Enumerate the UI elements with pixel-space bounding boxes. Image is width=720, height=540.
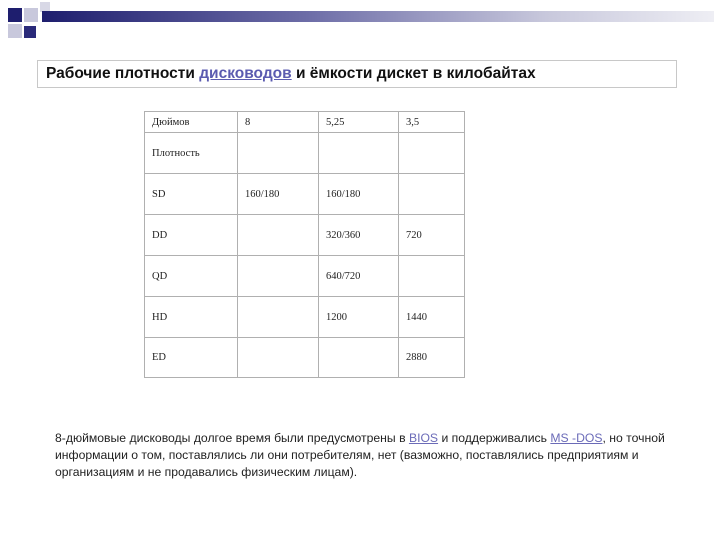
table-cell	[319, 133, 399, 174]
footnote-paragraph	[55, 430, 665, 481]
table-cell: Плотность	[145, 133, 238, 174]
table-row	[145, 338, 465, 378]
table-cell: 640/720	[319, 256, 399, 297]
table-row	[145, 174, 465, 215]
table-cell: 320/360	[319, 215, 399, 256]
note-text: 8-дюймовые дисководы долгое время были предусмотрены в	[55, 431, 409, 445]
table-cell	[319, 338, 399, 378]
table-cell: 720	[399, 215, 465, 256]
table-cell	[238, 133, 319, 174]
table-row	[145, 112, 465, 133]
table-row	[145, 297, 465, 338]
table-cell	[399, 133, 465, 174]
table-cell: 160/180	[238, 174, 319, 215]
table-cell: 3,5	[399, 112, 465, 133]
table-cell	[238, 338, 319, 378]
note-text: , но точной информации о том, поставлялись ли они потребителям, нет (вазможно, поставлялись предприятиям и организациям и не продавались физическим лицам).	[55, 431, 665, 479]
density-table	[144, 111, 465, 378]
table-row	[145, 215, 465, 256]
table-cell	[399, 174, 465, 215]
table-cell: Дюймов	[145, 112, 238, 133]
table-cell	[238, 256, 319, 297]
table-row	[145, 133, 465, 174]
table-cell: SD	[145, 174, 238, 215]
table-cell	[238, 297, 319, 338]
decor-square-dark	[24, 26, 36, 38]
decor-square-light	[24, 8, 38, 22]
decor-square-light	[8, 24, 22, 38]
table-row	[145, 256, 465, 297]
table-cell	[238, 215, 319, 256]
table-cell: 1440	[399, 297, 465, 338]
title-box	[37, 60, 677, 88]
title-text-end: и ёмкости дискет в килобайтах	[291, 65, 536, 82]
decor-bar	[42, 11, 714, 22]
table-cell: 1200	[319, 297, 399, 338]
table-cell: HD	[145, 297, 238, 338]
table-cell: ED	[145, 338, 238, 378]
table-cell: QD	[145, 256, 238, 297]
table-cell: 2880	[399, 338, 465, 378]
decor-square-dark	[8, 8, 22, 22]
bios-link[interactable]: BIOS	[408, 431, 439, 445]
note-text: и поддерживались	[438, 431, 551, 445]
page-title	[46, 65, 536, 83]
table-cell	[399, 256, 465, 297]
table-cell: DD	[145, 215, 238, 256]
ms-dos-link[interactable]: MS -DOS	[550, 431, 603, 445]
table-cell: 8	[238, 112, 319, 133]
table-cell: 5,25	[319, 112, 399, 133]
title-text-start: Рабочие плотности	[46, 65, 200, 82]
title-link[interactable]: дисководов	[199, 65, 292, 82]
table-cell: 160/180	[319, 174, 399, 215]
